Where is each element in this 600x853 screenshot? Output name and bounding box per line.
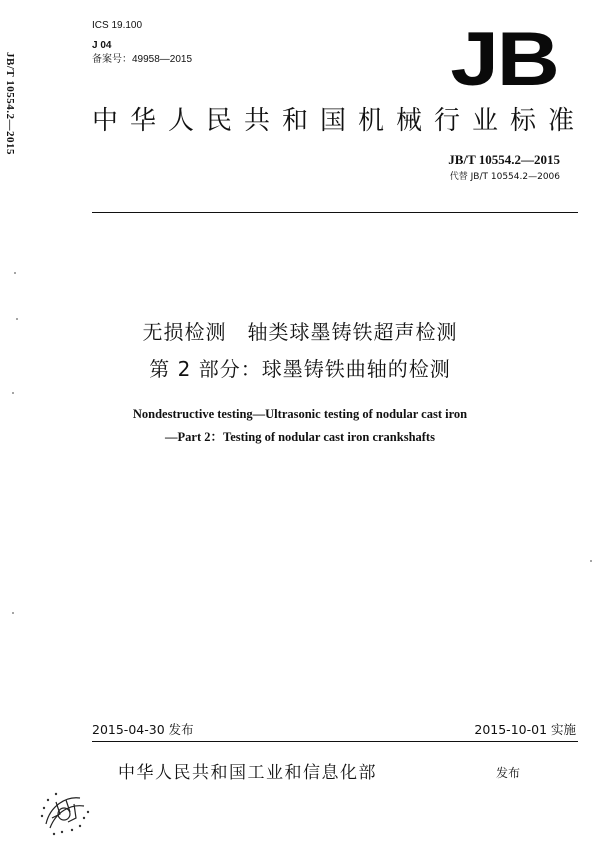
title-en-line1: Nondestructive testing—Ultrasonic testing of nodular cast iron	[132, 407, 468, 421]
scan-speck	[16, 318, 18, 320]
jb-logo: JB	[450, 17, 558, 102]
ministry-emblem-icon	[36, 784, 96, 840]
scan-speck	[590, 560, 592, 562]
ccs-code: J 04	[92, 40, 112, 51]
record-number: 备案号：49958—2015	[92, 54, 193, 65]
ics-code: ICS 19.100	[92, 20, 143, 31]
scan-speck	[12, 612, 14, 614]
scan-speck	[14, 272, 16, 274]
ministry-publish-word: 发布	[496, 766, 521, 780]
scan-speck	[12, 392, 14, 394]
issue-date: 2015-04-30 发布	[92, 722, 194, 737]
header-divider	[92, 212, 578, 213]
title-cn-line1: 无损检测 轴类球墨铸铁超声检测	[142, 320, 458, 344]
standard-number: JB/T 10554.2—2015	[448, 152, 560, 167]
title-en-line2: —Part 2：Testing of nodular cast iron crankshafts	[165, 430, 435, 444]
ministry-name: 中华人民共和国工业和信息化部	[118, 763, 377, 783]
implement-date: 2015-10-01 实施	[474, 722, 576, 737]
replaces-standard: 代替 JB/T 10554.2—2006	[449, 172, 560, 182]
footer-divider	[92, 741, 578, 742]
title-cn-line2: 第 2 部分：球墨铸铁曲轴的检测	[149, 357, 451, 381]
side-standard-code: JB/T 10554.2—2015	[4, 52, 16, 156]
org-title: 中华人民共和国机械行业标准	[92, 106, 578, 136]
